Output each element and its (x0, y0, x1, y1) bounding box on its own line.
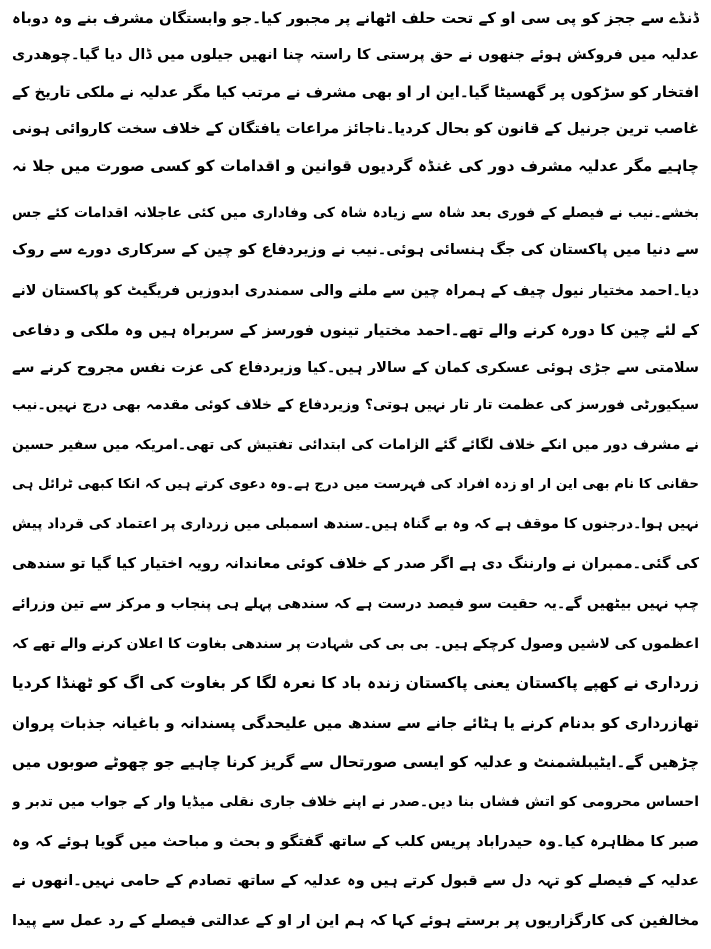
text-line: سے دنیا میں پاکستان کی جگ ہنسائی ہوئی۔نیب نے وزیردفاع کو چین کے سرکاری دورے سے روک (12, 241, 699, 258)
text-line: اعظموں کی لاشیں وصول کرچکے ہیں۔ بی بی کی شہادت پر سندھی بغاوت کا اعلان کرنے والے تھے کہ (12, 636, 699, 652)
text-line: کے لئے چین کا دورہ کرنے والے تھے۔احمد مختیار تینوں فورسز کے سربراہ ہیں وہ ملکی و دفاعی (12, 321, 699, 339)
text-line: چاہیے مگر عدلیہ مشرف دور کی غنڈہ گردیوں قوانین و اقدامات کو کسی صورت میں جلا نہ (12, 157, 699, 175)
text-line: کی گئی۔ممبران نے وارننگ دی ہے اگر صدر کے خلاف کوئی معاندانہ رویہ اختیار کیا گیا تو سندھی (12, 555, 699, 572)
text-line: ڈنڈے سے ججز کو پی سی او کے تحت حلف اٹھانے پر مجبور کیا۔جو وابستگان مشرف بنے وہ دوباہ (12, 9, 699, 27)
text-line: بخشے۔نیب نے فیصلے کے فوری بعد شاہ سے زیادہ شاہ کی وفاداری میں کئی عاجلانہ اقدامات کئے جس (12, 205, 699, 221)
text-line: تھازرداری کو بدنام کرنے یا ہٹائے جانے سے سندھ میں علیحدگی پسندانہ و باغیانہ جذبات پروان (12, 714, 699, 732)
text-line: افتخار کو سڑکوں پر گھسیٹا گیا۔این ار او بھی مشرف نے مرتب کیا مگر عدلیہ نے ملکی تاریخ کے (12, 83, 699, 101)
text-line: احساس محرومی کو اتش فشاں بنا دیں۔صدر نے اپنے خلاف جاری نقلی میڈیا وار کے جواب میں تدبر و (12, 794, 699, 810)
text-line: چپ نہیں بیٹھیں گے۔یہ حقیت سو فیصد درست ہے کہ سندھی پہلے ہی پنجاب و مرکز سے تین وزرائے (12, 596, 699, 612)
text-line: چڑھیں گے۔ایٹیبلشمنٹ و عدلیہ کو ایسی صورتحال سے گریز کرنا چاہیے جو چھوٹے صوبوں میں (12, 753, 699, 771)
text-line: مخالفین کی کارگزاریوں پر برستے ہوئے کہا کہ ہم این ار او کے عدالتی فیصلے کے رد عمل سے پیدا (12, 912, 699, 929)
text-line: زرداری نے کھپے پاکستان یعنی پاکستان زندہ باد کا نعرہ لگا کر بغاوت کی اگ کو ٹھنڈا کردیا (12, 674, 699, 692)
text-line: دیا۔احمد مختیار نیول چیف کے ہمراہ چین سے ملنے والی سمندری ابدوزیں فریگیٹ کو پاکستان لانے (12, 283, 699, 299)
text-line: نے مشرف دور میں انکے خلاف لگائے گئے الزامات کی ابتدائی تفتیش کی تھی۔امریکہ میں سفیر حسین (12, 437, 699, 453)
text-line: سیکیورٹی فورسز کی عظمت تار تار نہیں ہوتی؟ وزیردفاع کے خلاف کوئی مقدمہ بھی درج نہیں۔نیب (12, 397, 699, 413)
text-line: عدلیہ کے فیصلے کو تہہ دل سے قبول کرتے ہیں وہ عدلیہ کے ساتھ تصادم کے حامی نہیں۔انھوں نے (12, 872, 699, 889)
text-line: عدلیہ میں فروکش ہوئے جنھوں نے حق پرستی کا راستہ چنا انھیں جیلوں میں ڈال دیا گیا۔چوھدری (12, 47, 699, 63)
text-line: سلامتی سے جڑی ہوئی عسکری کمان کے سالار ہیں۔کیا وزیردفاع کی عزت نفس مجروح کرنے سے (12, 360, 699, 376)
text-line: حقانی کا نام بھی این ار او زدہ افراد کی فہرست میں درج ہے۔وہ دعوی کرتے ہیں کہ انکا کبھی ٹرائل ہی (12, 477, 699, 492)
text-line: غاصب ترین جرنیل کے قانون کو بحال کردیا۔ناجائز مراعات یافتگان کے خلاف سخت کاروائی ہونی (12, 120, 699, 137)
text-line: نہیں ہوا۔درجنوں کا موقف ہے کہ وہ بے گناہ ہیں۔سندھ اسمبلی میں زرداری پر اعتماد کی قرداد پیش (12, 516, 699, 532)
text-line: صبر کا مظاہرہ کیا۔وہ حیدراباد پریس کلب کے ساتھ گفتگو و بحث و مباحث میں گویا ہوئے کہ وہ (12, 833, 699, 850)
